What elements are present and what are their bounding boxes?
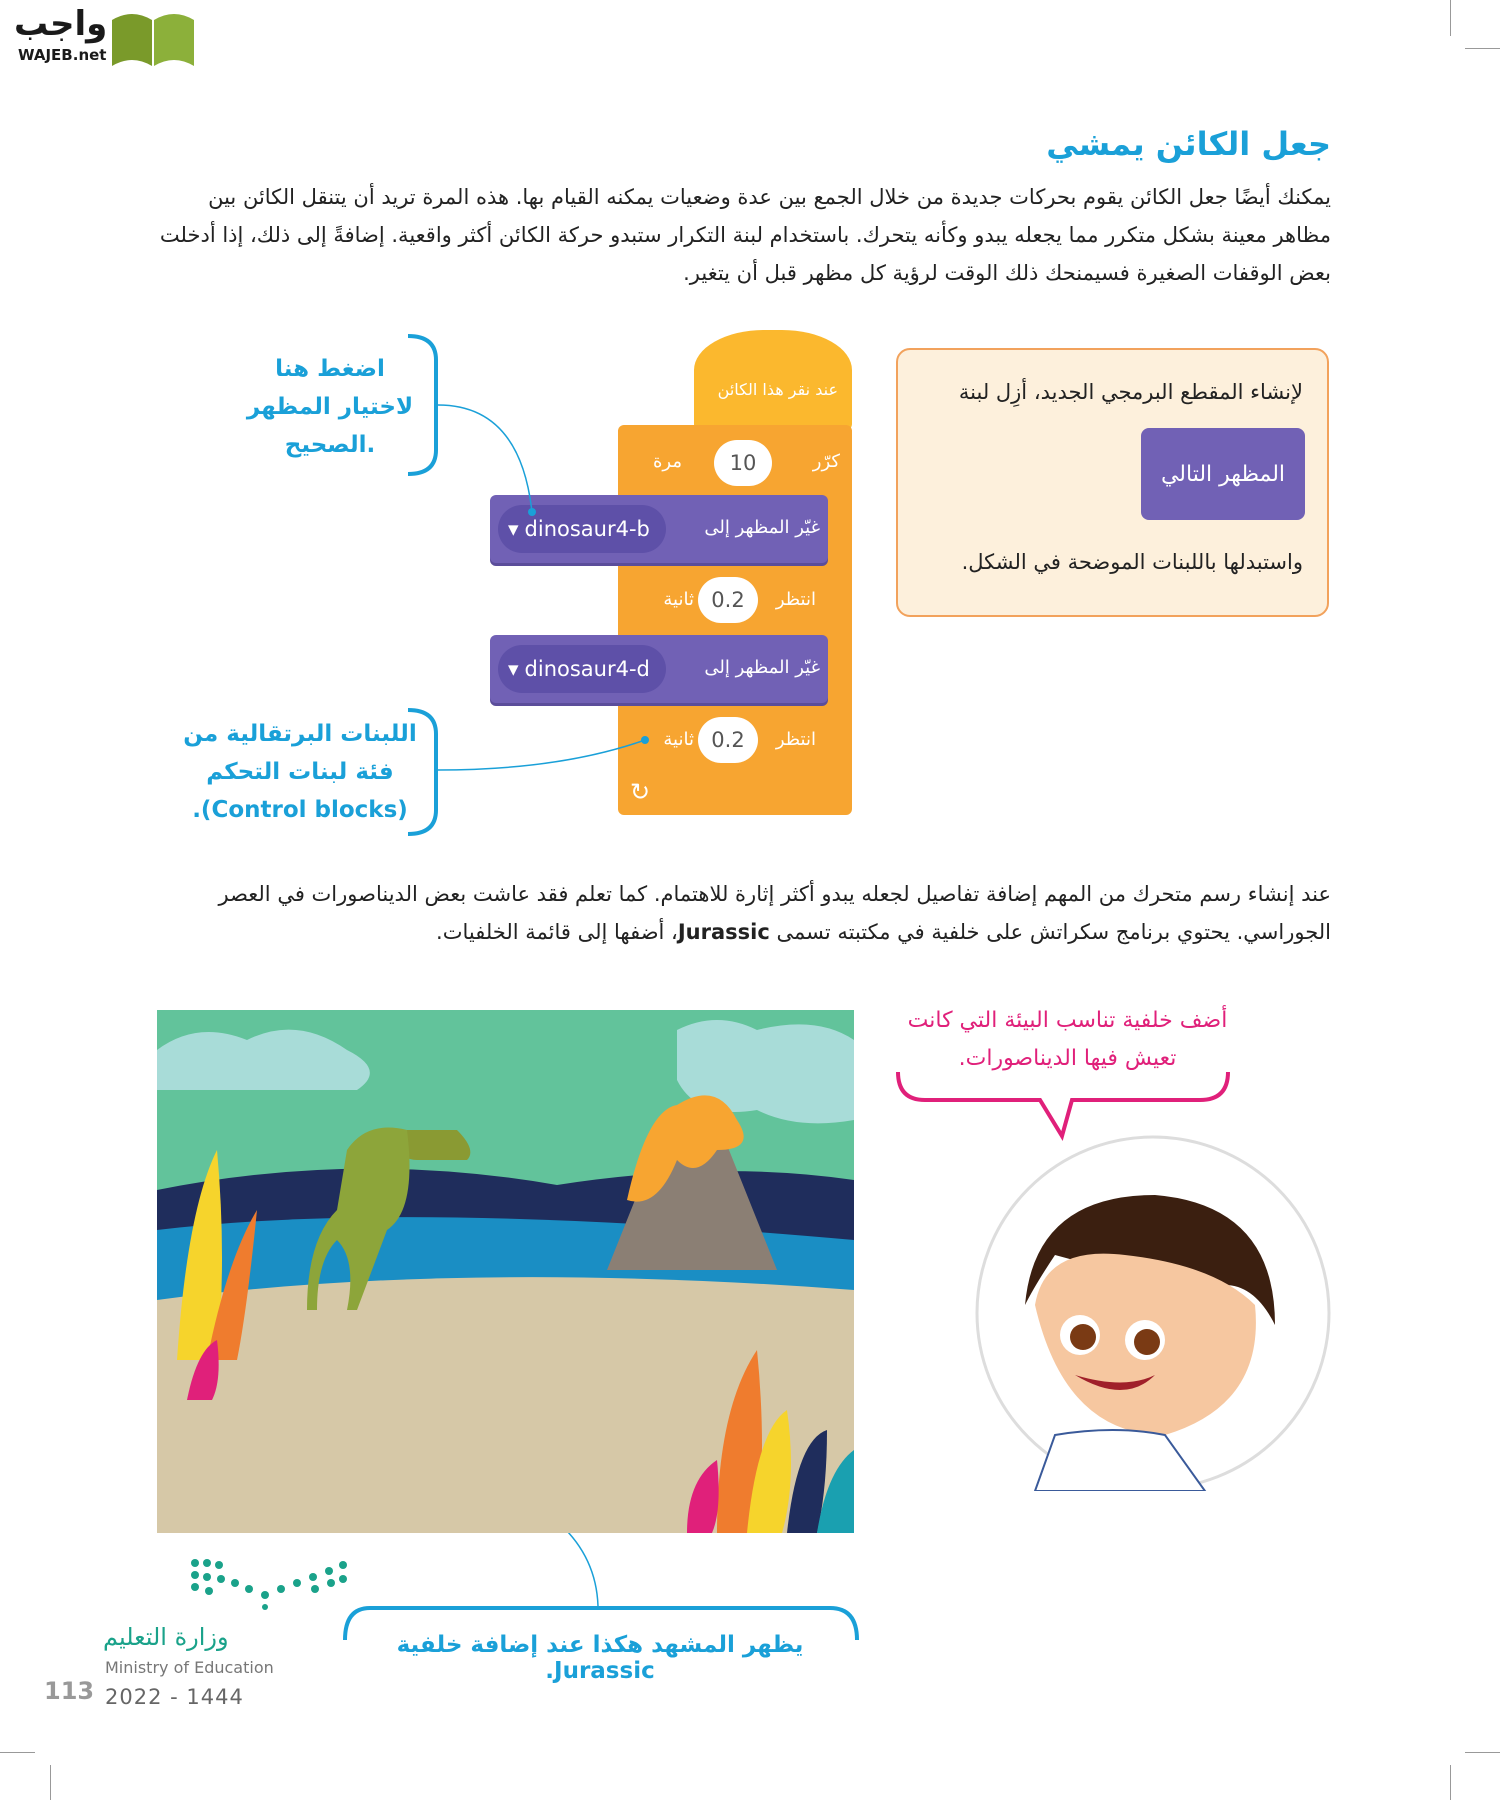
girl-character-illustration bbox=[975, 1135, 1331, 1491]
para2-bold: Jurassic bbox=[677, 920, 770, 944]
page-number: 113 bbox=[44, 1677, 95, 1705]
academic-year: 2022 - 1444 bbox=[105, 1685, 244, 1709]
wait2-label: انتظر bbox=[775, 729, 816, 750]
dropdown-arrow-icon: ▾ bbox=[508, 517, 519, 541]
logo-latin: WAJEB.net bbox=[18, 46, 107, 64]
switch1-label: غيّر المظهر إلى bbox=[704, 517, 820, 538]
repeat-label: كرّر bbox=[812, 451, 840, 472]
ministry-name-arabic: وزارة التعليم bbox=[103, 1623, 229, 1651]
vision-2030-dots-logo bbox=[185, 1555, 355, 1610]
control-callout: اللبنات البرتقالية من فئة لبنات التحكم (Control blocks). bbox=[183, 721, 417, 823]
section-title: جعل الكائن يمشي bbox=[1046, 125, 1331, 163]
callout-line-2 bbox=[438, 740, 645, 770]
loop-arrow-icon: ↻ bbox=[630, 778, 651, 806]
para2-text-end: ، أضفها إلى قائمة الخلفيات. bbox=[436, 920, 678, 944]
costume-value-2: dinosaur4-d bbox=[524, 657, 650, 681]
next-costume-block: المظهر التالي bbox=[1141, 428, 1305, 520]
girl-speech-text: أضف خلفية تناسب البيئة التي كانت تعيش فيها الديناصورات. bbox=[907, 1008, 1228, 1071]
wait2-unit: ثانية bbox=[663, 729, 694, 750]
wait1-unit: ثانية bbox=[663, 589, 694, 610]
wait2-input[interactable]: 0.2 bbox=[698, 717, 758, 763]
costume-value-1: dinosaur4-b bbox=[524, 517, 650, 541]
para2-text: عند إنشاء رسم متحرك من المهم إضافة تفاصيل لجعله يبدو أكثر إثارة للاهتمام. كما تعلم فقد عاشت بعض الديناصورات في العصر الجوراسي. يحتوي برنامج سكراتش على خلفية في مكتبته تسمى bbox=[218, 882, 1331, 944]
speech-bubble bbox=[898, 1072, 1228, 1136]
wait1-input[interactable]: 0.2 bbox=[698, 577, 758, 623]
costume-callout: اضغط هنا لاختيار المظهر الصحيح. bbox=[246, 356, 414, 458]
wait1-label: انتظر bbox=[775, 589, 816, 610]
hat-label: عند نقر هذا الكائن bbox=[717, 380, 838, 399]
jurassic-scene-image bbox=[157, 1010, 854, 1533]
ministry-name-english: Ministry of Education bbox=[105, 1658, 274, 1677]
jurassic-paragraph bbox=[157, 875, 1331, 951]
repeat-count-input[interactable]: 10 bbox=[714, 440, 772, 486]
note-line2: واستبدلها باللبنات الموضحة في الشكل. bbox=[961, 550, 1303, 574]
intro-paragraph: يمكنك أيضًا جعل الكائن يقوم بحركات جديدة من خلال الجمع بين عدة وضعيات يمكنه القيام بها. هذه المرة تريد أن يتنقل الكائن بين مظاهر معينة بشكل متكرر مما يجعله يبدو وكأنه يتحرك. باستخدام لبنة التكرار ستبدو حركة الكائن أكثر واقعية. إضافةً إلى ذلك، إذا أدخلت بعض الوقفات الصغيرة فسيمنحك ذلك الوقت لرؤية كل مظهر قبل أن يتغير. bbox=[159, 185, 1331, 285]
scene-caption: يظهر المشهد هكذا عند إضافة خلفية Jurassic. bbox=[396, 1632, 804, 1684]
callout-line-1 bbox=[438, 405, 532, 512]
logo-arabic: واجب bbox=[14, 4, 108, 44]
repeat-unit: مرة bbox=[652, 451, 682, 472]
switch2-label: غيّر المظهر إلى bbox=[704, 657, 820, 678]
note-line1: لإنشاء المقطع البرمجي الجديد، أزِل لبنة bbox=[958, 380, 1303, 404]
dropdown-arrow-icon: ▾ bbox=[508, 657, 519, 681]
